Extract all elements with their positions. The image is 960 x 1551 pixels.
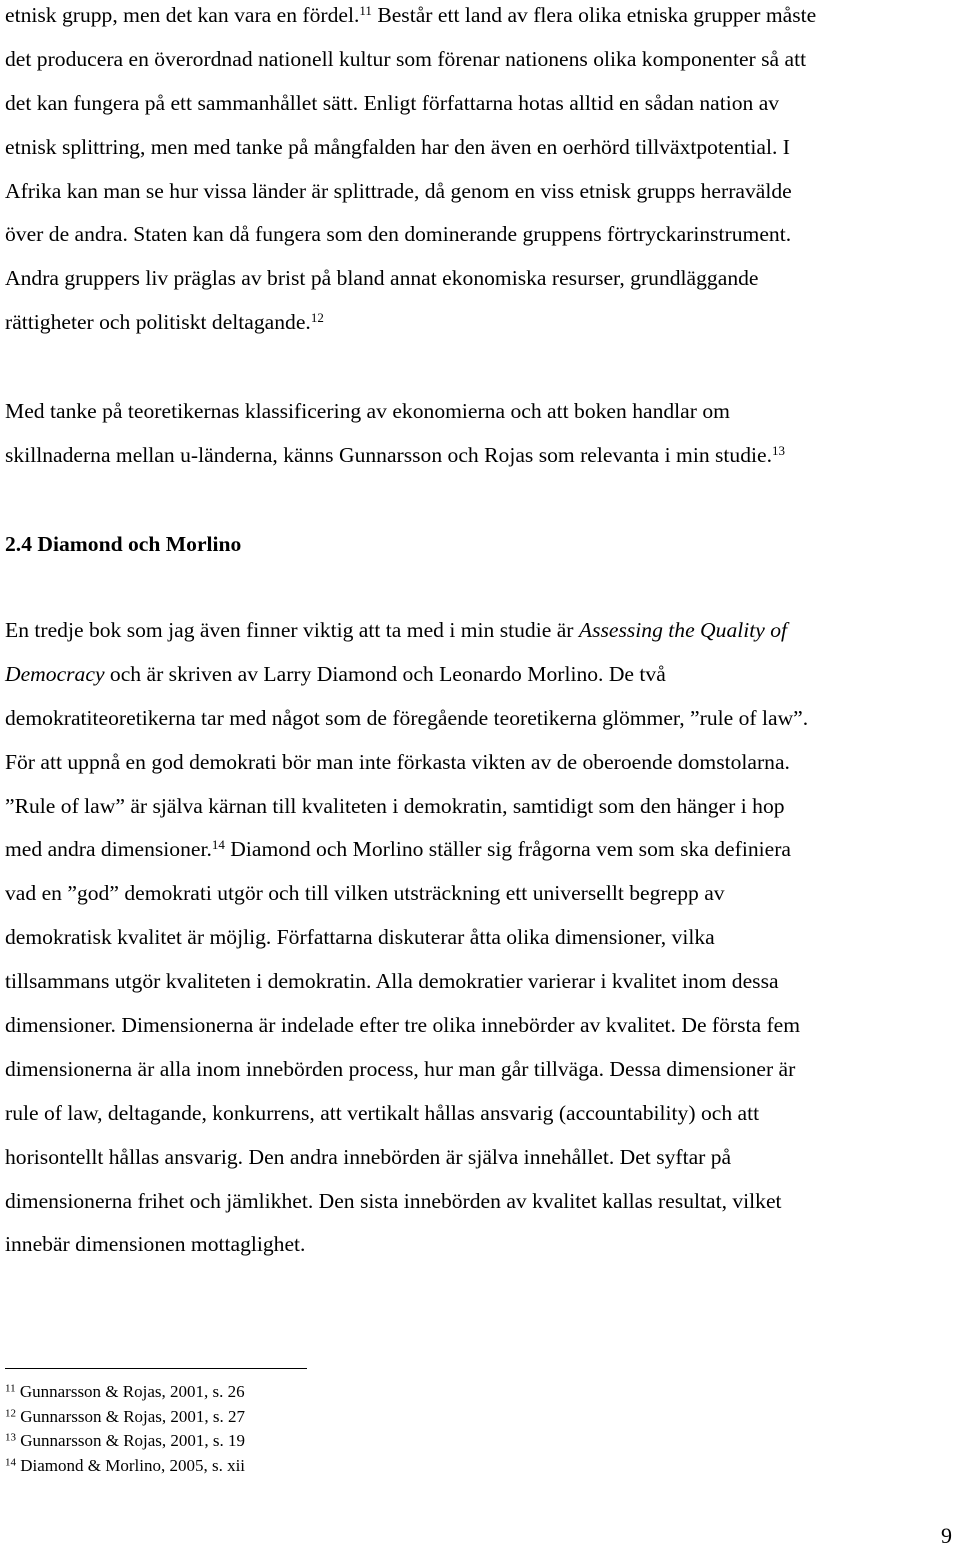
section-heading: 2.4 Diamond och Morlino xyxy=(5,532,242,556)
paragraph-ethnic-groups xyxy=(5,0,816,345)
paragraph-diamond-morlino xyxy=(5,609,808,1267)
footnote-text: Gunnarsson & Rojas, 2001, s. 27 xyxy=(16,1406,246,1426)
text-line: För att uppnå en god demokrati bör man inte förkasta vikten av de oberoende domstolarna. xyxy=(5,749,790,774)
book-title: Assessing the Quality of xyxy=(578,618,788,642)
text-line: ”Rule of law” är själva kärnan till kvaliteten i demokratin, samtidigt som den hänger i hop xyxy=(5,793,785,818)
footnote-ref: 12 xyxy=(310,310,324,326)
text-line: innebär dimensionen mottaglighet. xyxy=(5,1232,306,1257)
text-run: skillnaderna mellan u-länderna, känns Gunnarsson och Rojas som relevanta i min studie. xyxy=(5,442,772,467)
text-line: dimensioner. Dimensionerna är indelade efter tre olika innebörder av kvalitet. De första fem xyxy=(5,1013,801,1038)
text-run: Diamond och Morlino ställer sig frågorna vem som ska definiera xyxy=(224,837,791,862)
text-line xyxy=(5,828,808,872)
text-line: tillsammans utgör kvaliteten i demokratin. Alla demokratier varierar i kvalitet inom dessa xyxy=(5,969,779,994)
footnote-number: 11 xyxy=(5,1382,16,1395)
text-line xyxy=(5,609,808,653)
text-line: dimensionerna frihet och jämlikhet. Den sista innebörden av kvalitet kallas resultat, vilket xyxy=(5,1188,782,1213)
text-line: över de andra. Staten kan då fungera som den dominerande gruppens förtryckarinstrument. xyxy=(5,222,792,247)
text-line: det producera en överordnad nationell kultur som förenar nationens olika komponenter så att xyxy=(5,46,807,71)
text-line xyxy=(5,0,816,38)
text-run: etnisk grupp, men det kan vara en fördel. xyxy=(5,3,360,27)
footnote-separator xyxy=(5,1368,307,1369)
text-run: och är skriven av Larry Diamond och Leonardo Morlino. De två xyxy=(104,661,666,686)
text-line: Afrika kan man se hur vissa länder är splittrade, då genom en viss etnisk grupps herravälde xyxy=(5,178,792,203)
footnote-ref: 13 xyxy=(772,442,785,458)
text-run: Består ett land av flera olika etniska grupper måste xyxy=(371,3,817,27)
paragraph-relevance xyxy=(5,390,785,478)
text-line: Med tanke på teoretikernas klassificering av ekonomierna och att boken handlar om xyxy=(5,399,730,423)
text-line xyxy=(5,434,785,478)
text-line: rule of law, deltagande, konkurrens, att vertikalt hållas ansvarig (accountability) och att xyxy=(5,1100,760,1125)
text-line: etnisk splittring, men med tanke på mångfalden har den även en oerhörd tillväxtpotential. I xyxy=(5,134,790,159)
footnote-ref: 11 xyxy=(359,2,372,18)
footnote xyxy=(5,1429,245,1454)
footnote xyxy=(5,1405,245,1430)
text-line: demokratiteoretikerna tar med något som de föregående teoretikerna glömmer, ”rule of law”. xyxy=(5,705,809,730)
text-line: dimensionerna är alla inom innebörden process, hur man går tillväga. Dessa dimensioner är xyxy=(5,1056,796,1081)
footnote-number: 13 xyxy=(5,1431,16,1444)
text-run: med andra dimensioner. xyxy=(5,837,212,862)
footnote xyxy=(5,1380,245,1405)
footnote-text: Gunnarsson & Rojas, 2001, s. 19 xyxy=(16,1431,246,1450)
text-line xyxy=(5,301,816,345)
footnote-text: Diamond & Morlino, 2005, s. xii xyxy=(16,1455,246,1475)
text-line: det kan fungera på ett sammanhållet sätt. Enligt författarna hotas alltid en sådan nation av xyxy=(5,90,780,115)
footnote-list xyxy=(5,1380,245,1478)
footnote-ref: 14 xyxy=(211,837,225,853)
text-run: rättigheter och politiskt deltagande. xyxy=(5,310,311,335)
text-run: En tredje bok som jag även finner viktig att ta med i min studie är xyxy=(5,618,579,642)
page-number: 9 xyxy=(941,1523,952,1548)
text-line: Andra gruppers liv präglas av brist på bland annat ekonomiska resurser, grundläggande xyxy=(5,266,759,291)
text-line: demokratisk kvalitet är möjlig. Författarna diskuterar åtta olika dimensioner, vilka xyxy=(5,925,715,950)
text-line xyxy=(5,653,808,697)
footnote-number: 12 xyxy=(5,1407,16,1419)
book-title: Democracy xyxy=(5,661,105,686)
text-line: vad en ”god” demokrati utgör och till vilken utsträckning ett universellt begrepp av xyxy=(5,881,725,906)
footnote xyxy=(5,1454,245,1479)
footnote-number: 14 xyxy=(5,1456,16,1468)
text-line: horisontellt hållas ansvarig. Den andra innebörden är själva innehållet. Det syftar på xyxy=(5,1144,732,1169)
footnote-text: Gunnarsson & Rojas, 2001, s. 26 xyxy=(15,1382,245,1401)
